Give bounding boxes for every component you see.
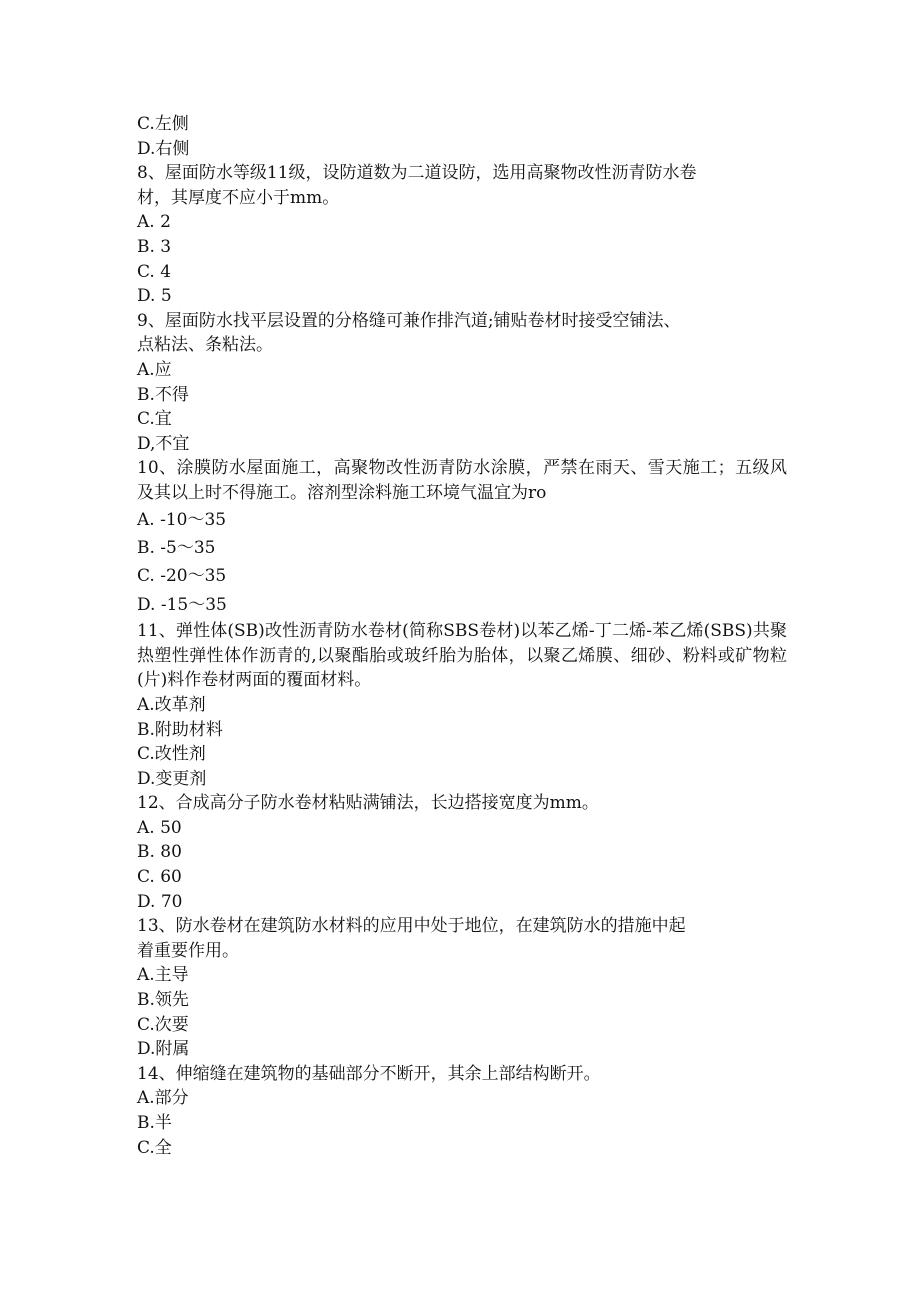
question-8-stem-cont: 材，其厚度不应小于mm。 <box>137 187 340 208</box>
option-line: B. 3 <box>137 236 172 257</box>
option-line: D.附属 <box>137 1039 190 1060</box>
option-line: A.部分 <box>137 1088 189 1109</box>
option-line: B.领先 <box>137 990 189 1011</box>
option-line: C.全 <box>137 1137 172 1158</box>
question-9-stem: 9、屋面防水找平层设置的分格缝可兼作排汽道;铺贴卷材时接受空铺法、 <box>137 310 681 331</box>
option-line: C.改性剂 <box>137 744 206 765</box>
option-line: C. 60 <box>137 867 182 888</box>
question-12-stem: 12、合成高分子防水卷材粘贴满铺法，长边搭接宽度为mm。 <box>137 793 599 814</box>
option-line: B. 80 <box>137 842 182 863</box>
option-line: D. 5 <box>137 286 172 307</box>
option-line: D.变更剂 <box>137 768 207 789</box>
option-line: D. 70 <box>137 891 183 912</box>
option-line: C.宜 <box>137 409 172 430</box>
question-13-stem-cont: 着重要作用。 <box>137 940 239 961</box>
option-line: D.右侧 <box>137 138 190 159</box>
option-line: A.应 <box>137 359 172 380</box>
question-13-stem: 13、防水卷材在建筑防水材料的应用中处于地位，在建筑防水的措施中起 <box>137 916 686 937</box>
option-line: C. 4 <box>137 261 172 282</box>
option-line: C. -20～35 <box>137 566 227 587</box>
question-9-stem-cont: 点粘法、条粘法。 <box>137 335 273 356</box>
option-line: A. 50 <box>137 817 182 838</box>
option-line: D. -15～35 <box>137 594 227 615</box>
option-line: A. 2 <box>137 212 171 233</box>
option-line: A.改革剂 <box>137 694 206 715</box>
option-line: B.半 <box>137 1113 172 1133</box>
option-line: C.次要 <box>137 1014 189 1035</box>
option-line: B.不得 <box>137 384 189 405</box>
option-line: A.主导 <box>137 965 189 986</box>
option-line: C.左侧 <box>137 114 189 134</box>
option-line: B.附助材料 <box>137 719 223 740</box>
question-8-stem: 8、屋面防水等级11级，设防道数为二道设防，选用高聚物改性沥青防水卷 <box>137 163 697 184</box>
question-list <box>137 112 797 1160</box>
option-line: D,不宜 <box>137 433 190 454</box>
question-10-stem: 10、涂膜防水屋面施工，高聚物改性沥青防水涂膜，严禁在雨天、雪天施工；五级风及其以上时不得施工。溶剂型涂料施工环境气温宜为ro <box>137 458 787 503</box>
question-14-stem: 14、伸缩缝在建筑物的基础部分不断开，其余上部结构断开。 <box>137 1063 601 1084</box>
option-line: A. -10～35 <box>137 509 227 530</box>
question-11-stem: 11、弹性体(SB)改性沥青防水卷材(简称SBS卷材)以苯乙烯-丁二烯-苯乙烯(SBS)共聚热塑性弹性体作沥青的,以聚酯胎或玻纤胎为胎体，以聚乙烯膜、细砂、粉料或矿物粒(片)料作卷材两面的覆面材料。 <box>137 621 787 691</box>
option-line: B. -5～35 <box>137 537 216 558</box>
